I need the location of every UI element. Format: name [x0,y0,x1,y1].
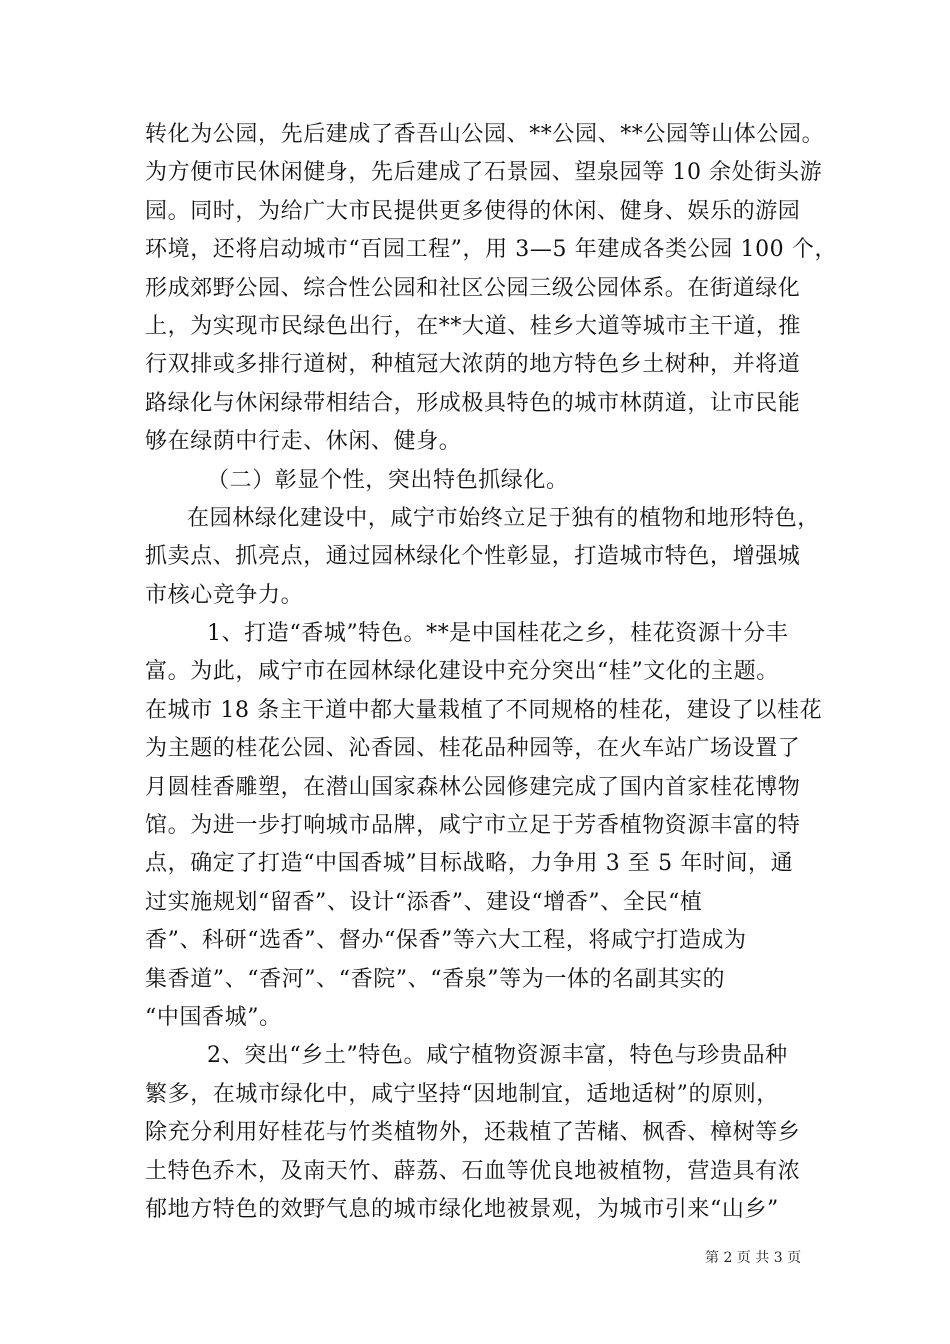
text-line: 月圆桂香雕塑，在潜山国家森林公园修建完成了国内首家桂花博物 [145,774,801,800]
text-line: 在城市 18 条主干道中都大量栽植了不同规格的桂花，建设了以桂花 [145,697,823,723]
text-line: “中国香城”。 [145,1004,282,1030]
text-line: 为方便市民休闲健身，先后建成了石景园、望泉园等 10 余处街头游 [145,160,823,186]
text-line: 富。为此，咸宁市在园林绿化建设中充分突出“桂”文化的主题。 [145,659,779,685]
text-line: 形成郊野公园、综合性公园和社区公园三级公园体系。在街道绿化 [145,275,801,301]
text-line: 郁地方特色的效野气息的城市绿化地被景观，为城市引来“山乡” [145,1196,779,1222]
text-line: 为主题的桂花公园、沁香园、桂花品种园等，在火车站广场设置了 [145,736,801,762]
text-line: 繁多，在城市绿化中，咸宁坚持“因地制宜，适地适树”的原则， [145,1081,779,1107]
text-line: 够在绿荫中行走、休闲、健身。 [145,429,462,455]
text-line: 环境，还将启动城市“百园工程”，用 3—5 年建成各类公园 100 个， [145,237,838,263]
text-line: 上，为实现市民绿色出行，在**大道、桂乡大道等城市主干道，推 [145,313,802,339]
body-text [145,116,838,1229]
page-number: 第 2 页 共 3 页 [705,1250,802,1266]
text-line: 园。同时，为给广大市民提供更多使得的休闲、健身、娱乐的游园 [145,198,801,224]
text-line: 馆。为进一步打响城市品牌，咸宁市立足于芳香植物资源丰富的特 [145,813,801,839]
text-line: 土特色乔木，及南天竹、薜荔、石血等优良地被植物，营造具有浓 [145,1158,801,1184]
text-line: 路绿化与休闲绿带相结合，形成极具特色的城市林荫道，让市民能 [145,390,801,416]
text-line: 集香道”、“香河”、“香院”、“香泉”等为一体的名副其实的 [145,966,726,992]
section-heading: （二）彰显个性，突出特色抓绿化。 [207,467,569,493]
text-line: 过实施规划“留香”、设计“添香”、建设“增香”、全民“植 [145,889,703,915]
text-line: 2、突出“乡土”特色。咸宁植物资源丰富，特色与珍贵品种 [207,1043,788,1069]
text-line: 点，确定了打造“中国香城”目标战略，力争用 3 至 5 年时间，通 [145,851,794,877]
text-line: 香”、科研“选香”、督办“保香”等六大工程，将咸宁打造成为 [145,928,747,954]
text-line: 行双排或多排行道树，种植冠大浓荫的地方特色乡土树种，并将道 [145,352,801,378]
text-line: 除充分利用好桂花与竹类植物外，还栽植了苦槠、枫香、樟树等乡 [145,1120,801,1146]
text-line: 1、打造“香城”特色。**是中国桂花之乡，桂花资源十分丰 [207,621,789,647]
text-line: 在园林绿化建设中，咸宁市始终立足于独有的植物和地形特色， [187,505,820,531]
text-line: 转化为公园，先后建成了香吾山公园、**公园、**公园等山体公园。 [145,122,825,147]
text-line: 市核心竞争力。 [145,582,304,608]
text-line: 抓卖点、抓亮点，通过园林绿化个性彰显，打造城市特色，增强城 [145,544,801,570]
